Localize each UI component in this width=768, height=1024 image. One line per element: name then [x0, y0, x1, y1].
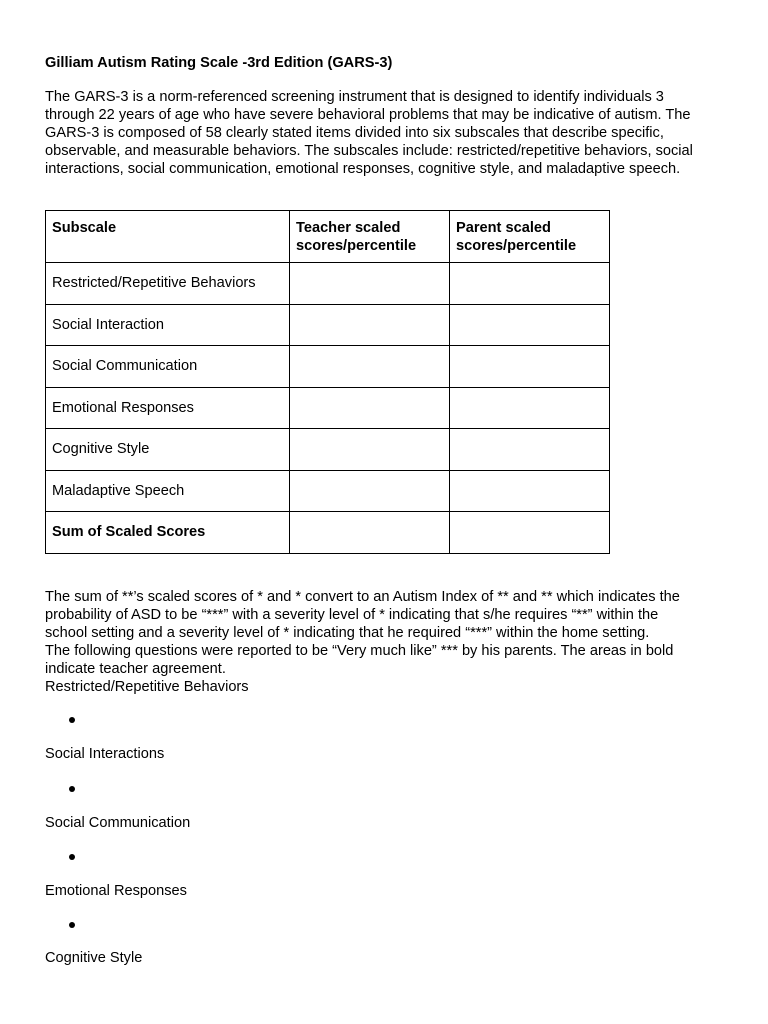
intro-line: The GARS-3 is a norm-referenced screening instrument that is designed to identify individuals 3 [45, 89, 664, 105]
teacher-score-cell [290, 346, 450, 388]
subscale-cell: Restricted/Repetitive Behaviors [46, 263, 290, 305]
header-subscale: Subscale [46, 211, 290, 263]
section-heading: Cognitive Style [45, 950, 143, 966]
subscale-cell: Sum of Scaled Scores [46, 512, 290, 554]
bullet-icon [69, 786, 75, 792]
section-heading: Social Communication [45, 815, 191, 831]
parent-score-cell [450, 512, 610, 554]
summary-line: indicate teacher agreement. [45, 661, 226, 677]
table-row [46, 429, 610, 471]
table-row [46, 387, 610, 429]
teacher-score-cell [290, 263, 450, 305]
document-title: Gilliam Autism Rating Scale -3rd Edition (GARS-3) [45, 55, 393, 71]
teacher-score-cell [290, 304, 450, 346]
table-row-sum [46, 512, 610, 554]
table-header-row [46, 211, 610, 263]
table-row [46, 470, 610, 512]
table-row [46, 304, 610, 346]
section-heading: Restricted/Repetitive Behaviors [45, 679, 249, 695]
intro-line: interactions, social communication, emotional responses, cognitive style, and maladaptive speech. [45, 161, 681, 177]
summary-line: probability of ASD to be “***” with a severity level of * indicating that s/he requires “**” within the [45, 607, 659, 623]
subscale-cell: Cognitive Style [46, 429, 290, 471]
subscale-cell: Maladaptive Speech [46, 470, 290, 512]
teacher-score-cell [290, 429, 450, 471]
teacher-score-cell [290, 512, 450, 554]
table-row [46, 263, 610, 305]
section-heading: Social Interactions [45, 746, 165, 762]
bullet-icon [69, 854, 75, 860]
parent-score-cell [450, 263, 610, 305]
bullet-icon [69, 717, 75, 723]
subscale-cell: Social Interaction [46, 304, 290, 346]
intro-line: observable, and measurable behaviors. The subscales include: restricted/repetitive behaviors, social [45, 143, 693, 159]
bullet-icon [69, 922, 75, 928]
table-row [46, 346, 610, 388]
summary-line: The following questions were reported to be “Very much like” *** by his parents. The areas in bold [45, 643, 674, 659]
section-heading: Emotional Responses [45, 883, 187, 899]
summary-line: school setting and a severity level of * indicating that he required “***” within the home setting. [45, 625, 650, 641]
parent-score-cell [450, 304, 610, 346]
parent-score-cell [450, 387, 610, 429]
intro-line: through 22 years of age who have severe behavioral problems that may be indicative of autism. The [45, 107, 691, 123]
parent-score-cell [450, 470, 610, 512]
scores-table [45, 210, 610, 554]
teacher-score-cell [290, 387, 450, 429]
intro-paragraph [45, 88, 735, 178]
header-parent: Parent scaled scores/percentile [450, 211, 610, 263]
header-teacher: Teacher scaled scores/percentile [290, 211, 450, 263]
summary-line: The sum of **’s scaled scores of * and * convert to an Autism Index of ** and ** which indicates the [45, 589, 680, 605]
intro-line: GARS-3 is composed of 58 clearly stated items divided into six subscales that describe specific, [45, 125, 664, 141]
subscale-cell: Emotional Responses [46, 387, 290, 429]
parent-score-cell [450, 429, 610, 471]
subscale-cell: Social Communication [46, 346, 290, 388]
parent-score-cell [450, 346, 610, 388]
teacher-score-cell [290, 470, 450, 512]
summary-paragraph [45, 588, 735, 678]
